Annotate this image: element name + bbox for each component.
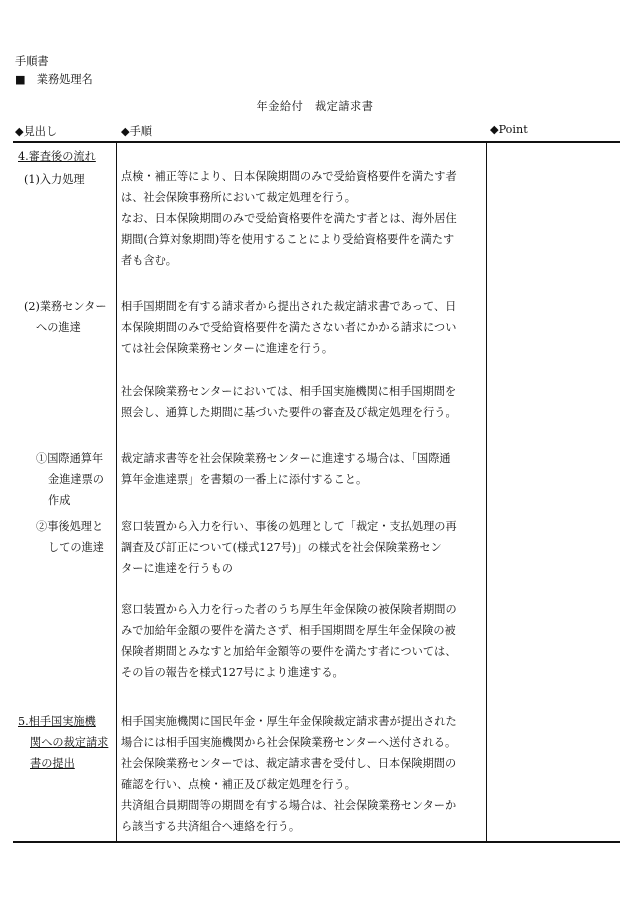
subsection-1-procedure: 点検・補正等により、日本保険期間のみで受給資格要件を満たす者 は、社会保険事務所において裁定処理を行う。 なお、日本保険期間のみで受給資格要件を満たす者とは、海外居住 期間(合算対象期間)等を使用することにより受給資格要件を満たす 者も含む。: [121, 170, 457, 267]
subsection-2-procedure: 相手国期間を有する請求者から提出された裁定請求書であって、日 本保険期間のみで受給資格要件を満たさない者にかかる請求につい ては社会保険業務センターに進達を行う。: [121, 300, 457, 355]
item-2-procedure: 窓口装置から入力を行い、事後の処理として「裁定・支払処理の再 調査及び訂正について(様式127号)」の様式を社会保険業務セン ターに進達を行うもの: [121, 520, 457, 575]
section-5-procedure: 相手国実施機関に国民年金・厚生年金保険裁定請求書が提出された 場合には相手国実施機関から社会保険業務センターへ送付される。 社会保険業務センターでは、裁定請求書を受付し、日本保険期間の 確認を行い、点検・補正及び裁定処理を行う。 共済組合員期間等の期間を有する場合は、社会保険業務センターか ら該当する共済組合へ連絡を行う。: [121, 715, 457, 833]
item-2-heading: ②事後処理と しての進達: [36, 520, 104, 554]
item-1-procedure: 裁定請求書等を社会保険業務センターに進達する場合は、「国際通 算年金進達票」を書類の一番上に添付すること。: [121, 452, 451, 486]
column-header-procedure: ◆手順: [121, 125, 152, 138]
document-type-label: 手順書: [15, 55, 49, 68]
document-title: 年金給付 裁定請求書: [256, 100, 374, 113]
subsection-2-procedure-cont: 社会保険業務センターにおいては、相手国実施機関に相手国期間を 照会し、通算した期間に基づいた要件の審査及び裁定処理を行う。: [121, 385, 457, 419]
item-1-heading: ①国際通算年 金進達票の 作成: [36, 452, 104, 507]
section-5-heading: 5.相手国実施機 関への裁定請求 書の提出: [18, 715, 109, 770]
column-header-heading: ◆見出し: [15, 125, 58, 138]
table-bottom-rule: [13, 841, 620, 843]
table-top-rule: [13, 141, 620, 143]
column-divider-1: [116, 142, 117, 842]
subsection-1-heading: (1)入力処理: [24, 173, 85, 186]
column-divider-2: [486, 142, 487, 842]
task-name-label: ■ 業務処理名: [15, 73, 93, 86]
item-2-procedure-cont: 窓口装置から入力を行った者のうち厚生年金保険の被保険者期間の みで加給年金額の要件を満たさず、相手国期間を厚生年金保険の被 保険者期間とみなすと加給年金額等の要件を満たす者については、 その旨の報告を様式127号により進達する。: [121, 603, 457, 679]
column-header-point: ◆Point: [490, 123, 528, 136]
subsection-2-heading: (2)業務センター への進達: [24, 300, 107, 334]
section-4-heading: 4.審査後の流れ: [18, 150, 96, 163]
